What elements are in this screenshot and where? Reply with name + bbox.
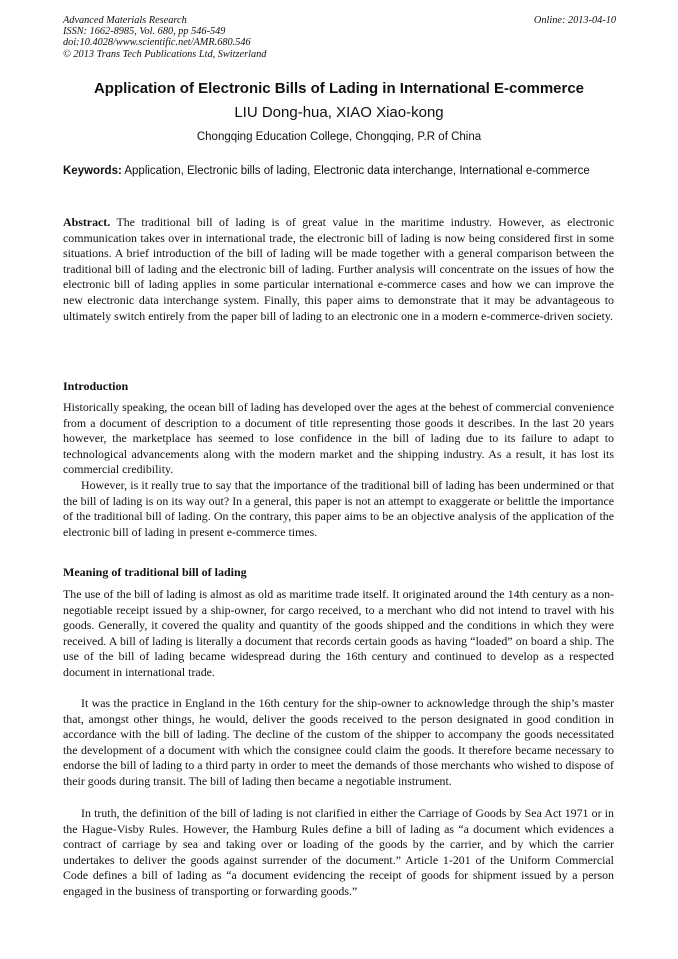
keywords-label: Keywords: xyxy=(63,165,122,177)
paper-affiliation: Chongqing Education College, Chongqing, P.R of China xyxy=(196,131,482,143)
journal-header xyxy=(63,15,616,60)
online-date: Online: 2013-04-10 xyxy=(533,15,616,26)
meaning-heading: Meaning of traditional bill of lading xyxy=(63,565,247,579)
abstract-text: The traditional bill of lading is of great value in the maritime industry. However, as electronic communication takes over in international trade, the electronic bill of lading is now being considered first in some situations. A brief introduction of the bill of lading will be made together with a general comparison between the traditional bill of lading and the electronic bill of lading. Further analysis will concentrate on the issues of how the electronic bill of lading applies in some particular international e-commerce cases and how we can improve the new electronic data interchange system. Finally, this paper aims to demonstrate that it may be advantageous to ultimately switch entirely from the paper bill of lading to an electronic one in a modern e-commerce-driven society. xyxy=(63,215,614,323)
abstract xyxy=(63,215,614,324)
keywords-block xyxy=(63,164,614,179)
copyright-line: © 2013 Trans Tech Publications Ltd, Switzerland xyxy=(63,48,267,60)
meaning-paragraph-2: It was the practice in England in the 16th century for the ship-owner to acknowledge through the ship’s master that, amongst other things, he would, deliver the goods received to the person designated in good condition in accordance with the bill of lading. The decline of the custom of the shipper to accompany the goods necessitated the development of a document with which the consignee could claim the goods. It therefore became necessary to endorse the bill of lading to a third party in order to meet the demands of those merchants who wished to dispose of their goods during transit. The bill of lading then became a negotiable instrument. xyxy=(63,696,614,788)
introduction-paragraph-2: However, is it really true to say that the importance of the traditional bill of lading has been undermined or that the bill of lading is on its way out? In a general, this paper is not an attempt to exaggerate or belittle the importance of the traditional bill of lading. On the contrary, this paper aims to be an objective analysis of the application of the electronic bill of lading in present e-commerce times. xyxy=(63,478,614,539)
introduction-paragraph-1: Historically speaking, the ocean bill of lading has developed over the ages at the behest of commercial convenience from a document of description to a document of title representing those goods it describes. In the last 20 years however, the marketplace has seemed to lose confidence in the bill of lading due to its failure to adapt to technological advancements along with the modern market and the shipping industry. As a result, it has lost its commercial credibility. xyxy=(63,400,614,477)
doi-line: doi:10.4028/www.scientific.net/AMR.680.546 xyxy=(63,37,251,49)
issn-line: ISSN: 1662-8985, Vol. 680, pp 546-549 xyxy=(63,26,226,38)
meaning-paragraph-1: The use of the bill of lading is almost as old as maritime trade itself. It originated around the 14th century as a non-negotiable receipt issued by a ship-owner, for cargo received, to a merchant who did not intend to travel with his goods. Generally, it covered the quality and quantity of the goods shipped and the conditions in which they were received. A bill of lading is literally a document that records certain goods as having “loaded” on board a ship. The use of the bill of lading became widespread during the 16th century and continued to develop as a respected document in international trade. xyxy=(63,587,614,679)
paper-authors: LIU Dong-hua, XIAO Xiao-kong xyxy=(234,104,444,121)
paper-title: Application of Electronic Bills of Lading in International E-commerce xyxy=(93,80,585,97)
keywords-text: Application, Electronic bills of lading, Electronic data interchange, International e-commerce xyxy=(124,165,590,177)
journal-name: Advanced Materials Research xyxy=(63,15,187,26)
introduction-heading: Introduction xyxy=(63,379,129,393)
abstract-label: Abstract. xyxy=(63,215,111,229)
meaning-paragraph-3: In truth, the definition of the bill of lading is not clarified in either the Carriage of Goods by Sea Act 1971 or in the Hague-Visby Rules. However, the Hamburg Rules define a bill of lading as “a document which evidences a contract of carriage by sea and taking over or loading of the goods by the carrier, and by which the carrier undertakes to deliver the goods against surrender of the document.” Article 1-201 of the Uniform Commercial Code defines a bill of lading as “a document evidencing the receipt of goods for shipment issued by a person engaged in the business of transporting or forwarding goods.” xyxy=(63,806,614,898)
